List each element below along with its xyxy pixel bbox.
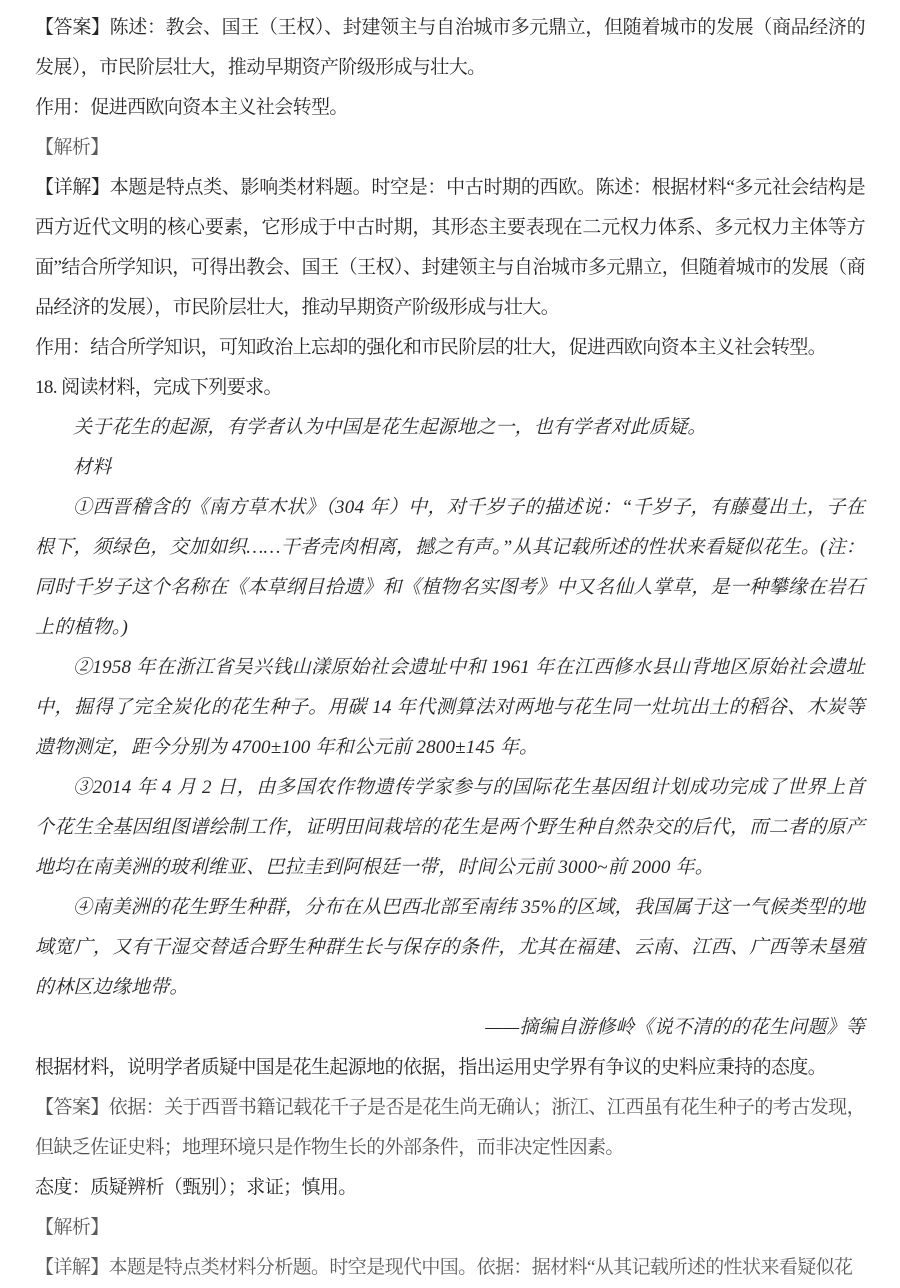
material-label: 材料 xyxy=(73,457,112,478)
analysis-label-q18: 【解析】 xyxy=(35,1217,109,1238)
answer-paragraph-q17: 【答案】陈述：教会、国王（王权）、封建领主与自治城市多元鼎立，但随着城市的发展（商品经济的发展），市民阶层壮大，推动早期资产阶级形成与壮大。 xyxy=(35,17,865,78)
answer-paragraph-q18: 【答案】依据：关于西晋书籍记载花千子是否是花生尚无确认；浙江、江西虽有花生种子的考古发现，但缺乏佐证史料；地理环境只是作物生长的外部条件，而非决定性因素。 xyxy=(35,1097,865,1158)
material-item-4: ④南美洲的花生野生种群，分布在从巴西北部至南纬 35%的区域，我国属于这一气候类型的地域宽广，又有干湿交替适合野生种群生长与保存的条件，尤其在福建、云南、江西、广西等未垦殖的林区边缘地带。 xyxy=(35,897,865,998)
detail-explanation-q17: 【详解】本题是特点类、影响类材料题。时空是：中古时期的西欧。陈述：根据材料“多元社会结构是西方近代文明的核心要素，它形成于中古时期，其形态主要表现在二元权力体系、多元权力主体等方面”结合所学知识，可得出教会、国王（王权）、封建领主与自治城市多元鼎立，但随着城市的发展（商品经济的发展），市民阶层壮大，推动早期资产阶级形成与壮大。 xyxy=(35,177,865,318)
material-item-2: ②1958 年在浙江省吴兴钱山漾原始社会遗址中和 1961 年在江西修水县山背地区原始社会遗址中，掘得了完全炭化的花生种子。用碳 14 年代测算法对两地与花生同一灶坑出土的稻谷、木炭等遗物测定，距今分别为 4700±100 年和公元前 2800±145 年。 xyxy=(35,657,865,758)
material-source-citation: ——摘编自游修岭《说不清的的花生问题》等 xyxy=(485,1017,865,1038)
question-18-heading: 18. 阅读材料，完成下列要求。 xyxy=(35,377,282,398)
question-18-task: 根据材料，说明学者质疑中国是花生起源地的依据，指出运用史学界有争议的史料应秉持的态度。 xyxy=(35,1057,827,1078)
material-item-3: ③2014 年 4 月 2 日，由多国农作物遗传学家参与的国际花生基因组计划成功完成了世界上首个花生全基因组图谱绘制工作，证明田间栽培的花生是两个野生种自然杂交的后代，而二者的原产地均在南美洲的玻利维亚、巴拉圭到阿根廷一带，时间公元前 3000~前 2000 年。 xyxy=(35,777,865,878)
detail-explanation-q18: 【详解】本题是特点类材料分析题。时空是现代中国。依据：据材料“从其记载所述的性状来看疑似花 xyxy=(35,1257,853,1278)
effect-explanation-q17: 作用：结合所学知识，可知政治上忘却的强化和市民阶层的壮大，促进西欧向资本主义社会转型。 xyxy=(35,337,827,358)
material-item-1: ①西晋稽含的《南方草木状》（304 年）中，对千岁子的描述说：“千岁子，有藤蔓出土，子在根下，须绿色，交加如织……干者壳肉相离，撼之有声。”从其记载所述的性状来看疑似花生。(注：同时千岁子这个名称在《本草纲目拾遗》和《植物名实图考》中又名仙人掌草，是一种攀缘在岩石上的植物。) xyxy=(35,497,865,638)
effect-statement-q17: 作用：促进西欧向资本主义社会转型。 xyxy=(35,97,348,118)
attitude-statement-q18: 态度：质疑辨析（甄别）；求证；慎用。 xyxy=(35,1177,357,1198)
question-18-intro: 关于花生的起源，有学者认为中国是花生起源地之一，也有学者对此质疑。 xyxy=(73,417,707,438)
analysis-label-q17: 【解析】 xyxy=(35,137,109,158)
